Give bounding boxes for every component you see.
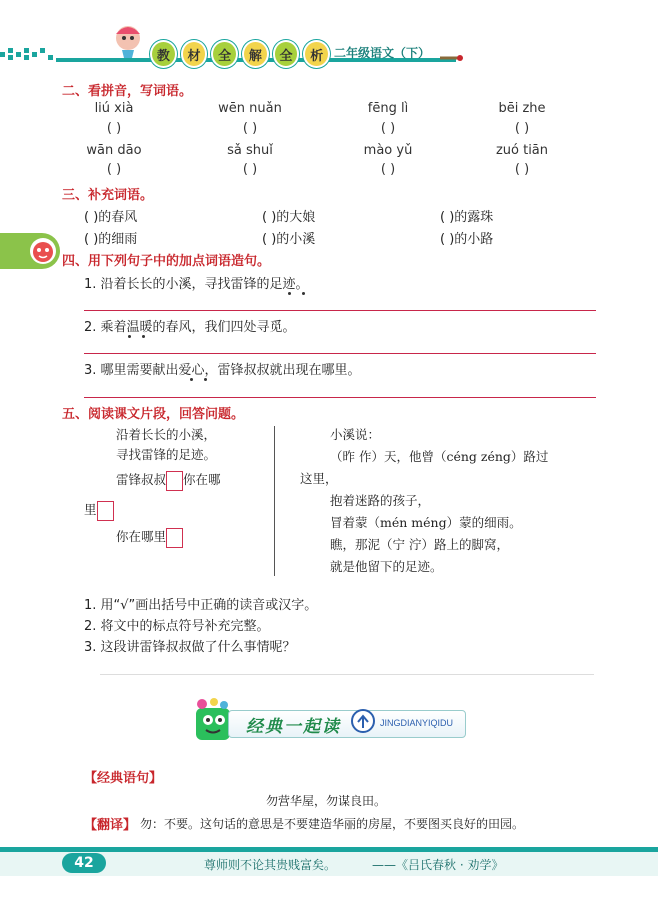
punct-box[interactable] bbox=[166, 528, 183, 548]
title-char: 教 bbox=[150, 40, 177, 68]
poem-line: 雷锋叔叔 你在哪 bbox=[116, 470, 221, 491]
punct-box[interactable] bbox=[97, 501, 114, 521]
title-char: 全 bbox=[211, 40, 238, 68]
poem-line[interactable]: （昨 作）天，他曾（céng zéng）路过 bbox=[330, 449, 549, 464]
sentence-item: 2. 乘着温暖的春风，我们四处寻觅。 bbox=[84, 320, 296, 335]
poem-line: 沿着长长的小溪， bbox=[116, 427, 217, 442]
title-char: 解 bbox=[242, 40, 269, 68]
cartoon-face-icon bbox=[28, 236, 58, 266]
poem-line: 里 bbox=[84, 500, 114, 521]
pencil-icon bbox=[440, 48, 464, 58]
punct-box[interactable] bbox=[166, 471, 183, 491]
title-char: 全 bbox=[273, 40, 300, 68]
fill-word[interactable]: ( )的春风 bbox=[84, 210, 138, 225]
fill-word[interactable]: ( )的小溪 bbox=[262, 232, 316, 247]
banner-title: 经典一起读 bbox=[246, 717, 341, 737]
poem-line: 就是他留下的足迹。 bbox=[330, 559, 443, 574]
section2-heading: 二、看拼音，写词语。 bbox=[62, 84, 193, 99]
sentence-item: 1. 沿着长长的小溪，寻找雷锋的足迹。 bbox=[84, 277, 309, 292]
page-number: 42 bbox=[62, 853, 106, 873]
pinyin: fēng lì bbox=[367, 101, 409, 116]
column-divider bbox=[274, 426, 275, 576]
question-item: 2. 将文中的标点符号补充完整。 bbox=[84, 619, 270, 634]
section4-heading: 四、用下列句子中的加点词语造句。 bbox=[62, 254, 271, 269]
emphasis-dot bbox=[204, 378, 207, 381]
answer-blank[interactable]: ( ) bbox=[380, 162, 396, 177]
pinyin: wēn nuǎn bbox=[218, 101, 282, 116]
answer-line[interactable] bbox=[84, 353, 596, 354]
section3-heading: 三、补充词语。 bbox=[62, 188, 154, 203]
emphasis-dot bbox=[190, 378, 193, 381]
poem-line: 寻找雷锋的足迹。 bbox=[116, 447, 217, 462]
emphasis-dot bbox=[302, 292, 305, 295]
pinyin: liú xià bbox=[94, 101, 134, 116]
poem-line[interactable]: 瞧，那泥（宁 泞）路上的脚窝， bbox=[330, 537, 509, 552]
header-subtitle: 二年级语文（下） bbox=[334, 46, 431, 60]
emphasis-dot bbox=[288, 292, 291, 295]
poem-line: 小溪说： bbox=[330, 427, 381, 442]
title-char: 材 bbox=[181, 40, 208, 68]
fill-word[interactable]: ( )的细雨 bbox=[84, 232, 138, 247]
banner-pinyin: JINGDIANYIQIDU bbox=[380, 718, 454, 728]
translation-label: 【翻译】 bbox=[84, 818, 137, 833]
translation-text: 勿：不要。这句话的意思是不要建造华丽的房屋，不要图买良好的田园。 bbox=[140, 817, 525, 831]
answer-blank[interactable]: ( ) bbox=[106, 162, 122, 177]
title-char: 析 bbox=[303, 40, 330, 68]
poem-line: 这里， bbox=[300, 471, 338, 486]
emphasis-dot bbox=[128, 335, 131, 338]
classic-quote: 勿营华屋，勿谋良田。 bbox=[266, 794, 387, 808]
answer-blank[interactable]: ( ) bbox=[106, 121, 122, 136]
answer-line[interactable] bbox=[84, 397, 596, 398]
answer-blank[interactable]: ( ) bbox=[514, 121, 530, 136]
poem-line: 你在哪里 bbox=[116, 527, 183, 548]
emphasis-dot bbox=[142, 335, 145, 338]
pinyin: zuó tiān bbox=[495, 143, 549, 158]
poem-line: 抱着迷路的孩子， bbox=[330, 493, 431, 508]
answer-line[interactable] bbox=[84, 310, 596, 311]
answer-blank[interactable]: ( ) bbox=[380, 121, 396, 136]
fill-word[interactable]: ( )的小路 bbox=[440, 232, 494, 247]
pinyin: wān dāo bbox=[86, 143, 142, 158]
fill-word[interactable]: ( )的大娘 bbox=[262, 210, 316, 225]
section5-heading: 五、阅读课文片段，回答问题。 bbox=[62, 407, 245, 422]
question-item: 3. 这段讲雷锋叔叔做了什么事情呢？ bbox=[84, 640, 296, 655]
poem-line[interactable]: 冒着蒙（mén méng）蒙的细雨。 bbox=[330, 515, 522, 530]
fill-word[interactable]: ( )的露珠 bbox=[440, 210, 494, 225]
answer-blank[interactable]: ( ) bbox=[242, 121, 258, 136]
hand-icon bbox=[350, 708, 376, 734]
sentence-item: 3. 哪里需要献出爱心，雷锋叔叔就出现在哪里。 bbox=[84, 363, 361, 378]
footer-source: ——《吕氏春秋 · 劝学》 bbox=[372, 858, 504, 872]
header-mascot-icon bbox=[108, 20, 148, 60]
divider bbox=[100, 674, 594, 675]
header-title bbox=[150, 40, 330, 64]
answer-blank[interactable]: ( ) bbox=[242, 162, 258, 177]
pinyin: mào yǔ bbox=[363, 143, 413, 158]
question-item: 1. 用“√”画出括号中正确的读音或汉字。 bbox=[84, 598, 318, 613]
answer-blank[interactable]: ( ) bbox=[514, 162, 530, 177]
banner bbox=[190, 698, 470, 744]
classic-label: 【经典语句】 bbox=[84, 771, 163, 786]
pinyin: bēi zhe bbox=[498, 101, 546, 116]
footer-quote: 尊师则不论其贵贱富矣。 bbox=[204, 858, 337, 872]
pinyin: sǎ shuǐ bbox=[227, 143, 273, 158]
